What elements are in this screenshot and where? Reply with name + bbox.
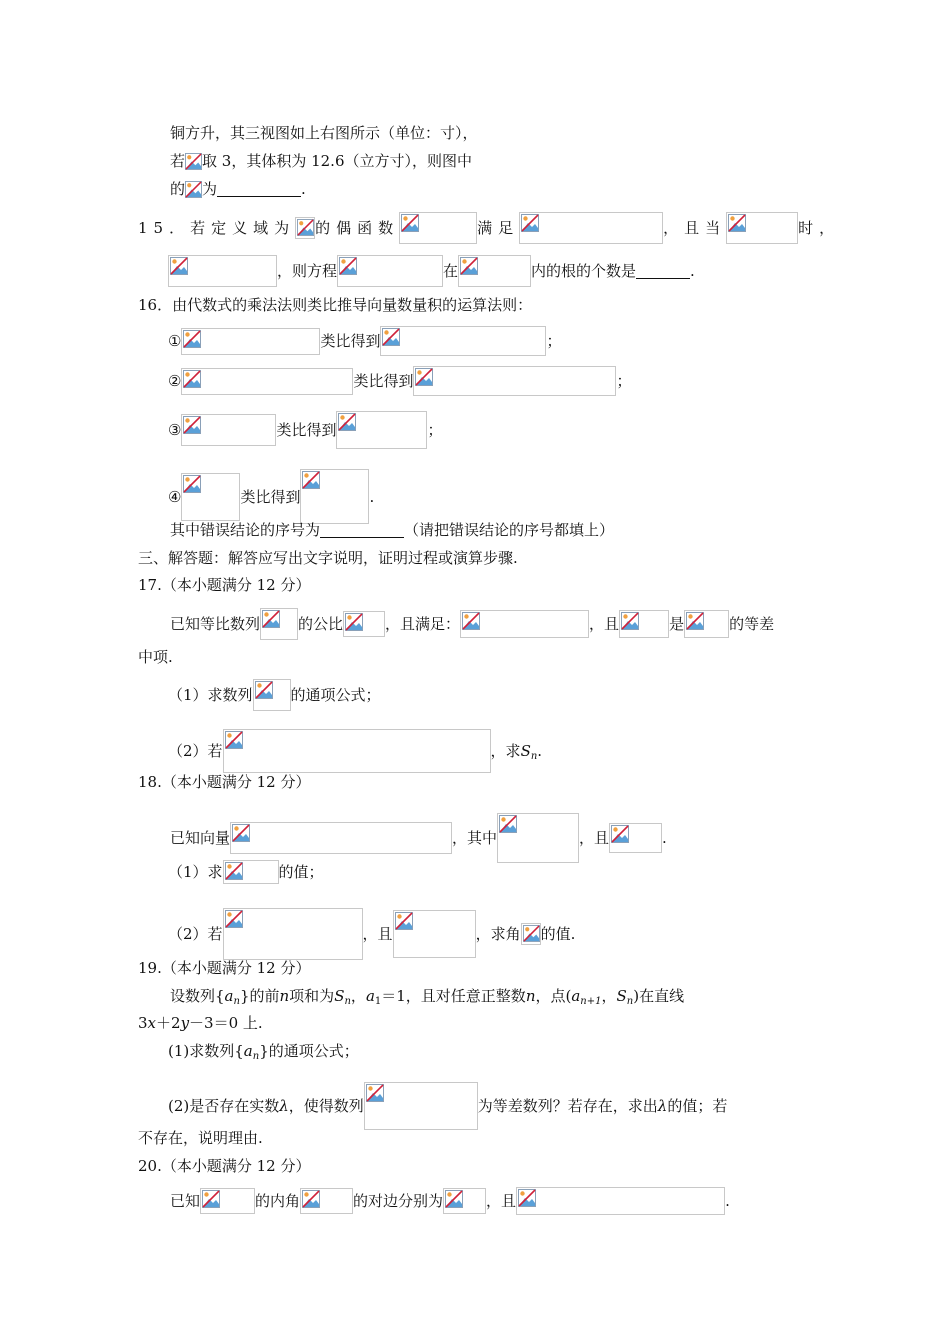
text-line [168, 908, 576, 943]
formula-image [519, 212, 663, 244]
question-18 [138, 770, 310, 792]
text: 设数列{ [170, 987, 225, 1005]
text: 20.（本小题满分 12 分） [138, 1157, 311, 1175]
broken-image-icon [728, 214, 746, 232]
math-var: y [180, 1014, 190, 1032]
broken-image-icon [521, 214, 539, 232]
text: 类比得到 [353, 372, 414, 390]
text: 已知等比数列 [170, 615, 261, 633]
broken-image-icon [445, 1190, 463, 1208]
formula-image [223, 860, 279, 884]
broken-image-icon [621, 612, 639, 630]
text: 内的根的个数是 [531, 262, 637, 280]
text: ； [546, 332, 562, 350]
text: . [690, 262, 695, 280]
formula-image [223, 908, 363, 960]
text: ，点( [535, 987, 572, 1005]
formula-image [380, 326, 546, 356]
section-heading [138, 546, 518, 568]
answer-blank [636, 263, 690, 279]
broken-image-icon [382, 328, 400, 346]
formula-image [300, 469, 369, 524]
text: . [537, 742, 543, 760]
text: 的值. [540, 925, 576, 943]
text: . [662, 829, 667, 847]
broken-image-icon [499, 815, 517, 833]
formula-image [619, 610, 669, 638]
text: ，求角 [475, 925, 521, 943]
formula-image [458, 255, 531, 287]
formula-image [181, 473, 240, 521]
formula-image [230, 822, 452, 854]
text: 16．由代数式的乘法法则类比推导向量数量积的运算法则： [138, 296, 533, 314]
broken-image-icon [460, 257, 478, 275]
text: 的值；若 [667, 1097, 728, 1115]
answer-blank [320, 522, 404, 538]
formula-image [223, 729, 491, 773]
text: 不存在，说明理由. [138, 1129, 263, 1147]
broken-image-icon [170, 257, 188, 275]
formula-image [337, 255, 443, 287]
broken-image-icon [611, 825, 629, 843]
formula-image [609, 823, 662, 853]
text: 的偶函数 [315, 219, 400, 237]
broken-image-icon [202, 1190, 220, 1208]
broken-image-icon [225, 731, 243, 749]
math-var: x [147, 1014, 157, 1032]
text-line [138, 645, 173, 667]
formula-image [443, 1188, 486, 1214]
broken-image-icon [225, 910, 243, 928]
math-sub: n [344, 996, 351, 1007]
text: （2）若 [168, 742, 223, 760]
text: 类比得到 [240, 487, 301, 506]
broken-image-icon [395, 912, 413, 930]
text: 的值； [278, 863, 324, 881]
formula-image [181, 414, 276, 446]
text: 的通项公式； [290, 686, 381, 704]
text-line [170, 813, 667, 847]
text: 项和为 [289, 987, 335, 1005]
broken-image-icon [523, 925, 540, 942]
text-line [138, 1126, 263, 1148]
text: ； [427, 421, 443, 439]
broken-image-icon [225, 862, 243, 880]
text: 已知 [170, 1192, 201, 1210]
broken-image-icon [255, 681, 273, 699]
formula-image [181, 328, 320, 355]
text: （1）求 [168, 863, 223, 881]
text: 类比得到 [320, 332, 381, 350]
text-line [168, 411, 443, 439]
text: (1)求数列{ [168, 1042, 244, 1060]
broken-image-icon [401, 214, 419, 232]
math-var: λ [279, 1097, 289, 1115]
question-16 [138, 293, 532, 315]
text: 的内角 [255, 1192, 301, 1210]
text: 三、解答题：解答应写出文字说明，证明过程或演算步骤. [138, 549, 518, 567]
text: . [301, 180, 306, 198]
formula-image [300, 1188, 353, 1214]
text: }的前 [239, 987, 280, 1005]
text: 15．若定义域为 [138, 219, 296, 237]
text: 19.（本小题满分 12 分） [138, 959, 311, 977]
text-line [168, 679, 381, 704]
text-line [170, 121, 478, 143]
text: 的对边分别为 [353, 1192, 444, 1210]
text: ③ [168, 421, 182, 439]
text: ② [168, 372, 182, 390]
formula-image [393, 910, 476, 958]
math-var: S [520, 742, 531, 760]
formula-image [295, 217, 315, 239]
math-sub: n+1 [580, 996, 602, 1007]
formula-image [200, 1188, 255, 1214]
text: ＋2 [156, 1014, 181, 1032]
text: －3＝0 上. [189, 1014, 263, 1032]
broken-image-icon [183, 475, 201, 493]
text-line [168, 326, 561, 348]
text: . [725, 1192, 730, 1210]
broken-image-icon [262, 610, 280, 628]
broken-image-icon [366, 1084, 384, 1102]
text: ， [350, 987, 366, 1005]
text-line [168, 729, 543, 762]
text: ，求 [490, 742, 521, 760]
broken-image-icon [185, 181, 202, 198]
text: ； [616, 372, 632, 390]
text-line [170, 984, 684, 1006]
formula-image [726, 212, 798, 244]
text: }的通项公式； [259, 1042, 359, 1060]
text: ，其中 [452, 829, 498, 847]
text: 若 [170, 152, 186, 170]
question-20 [138, 1154, 310, 1176]
broken-image-icon [338, 413, 356, 431]
broken-image-icon [232, 824, 250, 842]
math-var: a [365, 987, 375, 1005]
math-sub: 1 [374, 996, 382, 1007]
broken-image-icon [302, 1190, 320, 1208]
broken-image-icon [462, 612, 480, 630]
broken-image-icon [518, 1189, 536, 1207]
math-var: n [525, 987, 536, 1005]
formula-image [336, 411, 427, 449]
text-line [168, 1082, 728, 1115]
text-line [168, 469, 375, 506]
text: 已知向量 [170, 829, 231, 847]
math-var: n [279, 987, 290, 1005]
text: 的公比 [298, 615, 344, 633]
text: ，且 [486, 1192, 517, 1210]
formula-image [684, 610, 729, 638]
text: ＝1，且对任意正整数 [381, 987, 526, 1005]
math-var: λ [657, 1097, 668, 1115]
text: 其中错误结论的序号为 [170, 521, 321, 539]
broken-image-icon [302, 471, 320, 489]
text: ，且 [362, 925, 393, 943]
text: ，则方程 [277, 262, 338, 280]
text: ，使得数列 [288, 1097, 364, 1115]
formula-image [399, 212, 477, 244]
broken-image-icon [183, 416, 201, 434]
math-sub: n [530, 751, 538, 762]
answer-blank [217, 181, 301, 197]
formula-image [460, 610, 589, 638]
math-var: S [616, 987, 627, 1005]
text: ， [601, 987, 617, 1005]
text: 为等差数列？若存在，求出 [477, 1097, 658, 1115]
formula-image [253, 679, 291, 711]
text: 3 [138, 1014, 148, 1032]
text: )在直线 [633, 987, 685, 1005]
text-line [168, 860, 324, 882]
text: 的 [170, 180, 186, 198]
question-19 [138, 956, 310, 978]
text: 17.（本小题满分 12 分） [138, 576, 311, 594]
broken-image-icon [183, 330, 201, 348]
formula-image [364, 1082, 478, 1130]
text-line [138, 1011, 263, 1033]
text: 18.（本小题满分 12 分） [138, 773, 311, 791]
text-line [170, 518, 614, 540]
text: 类比得到 [276, 421, 337, 439]
formula-image [181, 368, 353, 395]
question-15 [138, 212, 841, 237]
formula-image [343, 611, 385, 637]
broken-image-icon [297, 219, 314, 236]
text-line [168, 366, 631, 388]
text: ，且当 [663, 219, 727, 237]
text: 时， [798, 219, 841, 237]
text: (2)是否存在实数 [168, 1097, 280, 1115]
text: （2）若 [168, 925, 223, 943]
text: 取 3，其体积为 12.6（立方寸），则图中 [202, 152, 472, 170]
text-line [170, 177, 306, 199]
text: 铜方升，其三视图如上右图所示（单位：寸）， [170, 124, 478, 142]
formula-image [516, 1187, 725, 1215]
text: 中项. [138, 648, 173, 666]
text: （请把错误结论的序号都填上） [404, 521, 615, 539]
broken-image-icon [415, 368, 433, 386]
math-var: a [243, 1042, 253, 1060]
math-sub: n [626, 996, 634, 1007]
text: 在 [443, 262, 459, 280]
formula-image [260, 608, 298, 640]
text: 的等差 [729, 615, 775, 633]
text: 满足 [477, 219, 520, 237]
math-sub: n [233, 996, 240, 1007]
broken-image-icon [345, 613, 363, 631]
math-var: a [224, 987, 234, 1005]
text-line [168, 1039, 359, 1061]
formula-image [413, 366, 616, 396]
broken-image-icon [183, 370, 201, 388]
text: 是 [669, 615, 685, 633]
math-var: a [571, 987, 581, 1005]
broken-image-icon [339, 257, 357, 275]
text-line [168, 255, 695, 280]
math-sub: n [252, 1051, 260, 1062]
text-line [170, 608, 775, 633]
text: ，且满足： [385, 615, 461, 633]
math-var: S [334, 987, 345, 1005]
question-17 [138, 573, 310, 595]
formula-image [521, 923, 541, 945]
formula-image [168, 255, 277, 287]
text: . [369, 487, 375, 506]
text: ④ [168, 487, 182, 506]
text: ① [168, 332, 182, 350]
text-line [170, 1187, 730, 1209]
text: ，且 [589, 615, 620, 633]
text: （1）求数列 [168, 686, 253, 704]
text-line [170, 149, 472, 171]
formula-image [497, 813, 579, 863]
broken-image-icon [185, 153, 202, 170]
broken-image-icon [686, 612, 704, 630]
text: 为 [202, 180, 218, 198]
text: ，且 [579, 829, 610, 847]
